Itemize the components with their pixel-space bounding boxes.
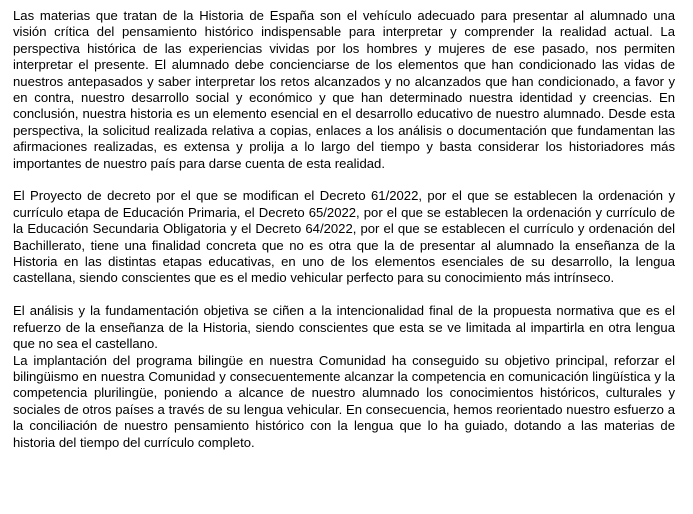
paragraph-proyecto-decreto: El Proyecto de decreto por el que se modifican el Decreto 61/2022, por el que se establecen la ordenación y currículo etapa de Educación Primaria, el Decreto 65/2022, por el que se establecen la ordenación y currículo de la Educación Secundaria Obligatoria y el Decreto 64/2022, por el que se establecen el currículo y ordenación del Bachillerato, tiene una finalidad concreta que no es otra que la de presentar al alumnado la enseñanza de la Historia en las distintas etapas educativas, en uno de los elementos esenciales de su desarrollo, la lengua castellana, siendo conscientes que es el medio vehicular perfecto para su conocimiento más intrínseco.: [13, 188, 675, 286]
paragraph-spacer: [13, 287, 675, 303]
paragraph-spacer: [13, 172, 675, 188]
paragraph-programa-bilingue: La implantación del programa bilingüe en nuestra Comunidad ha conseguido su objetivo principal, reforzar el bilingüismo en nuestra Comunidad y consecuentemente alcanzar la competencia en comunicación lingüística y la competencia plurilingüe, poniendo a alcance de nuestro alumnado los conocimientos históricos, culturales y sociales de otros países a través de su lengua vehicular. En consecuencia, hemos reorientado nuestro esfuerzo a la conciliación de nuestro pensamiento histórico con la lengua que lo ha guiado, dotando a las materias de historia del tiempo del currículo completo.: [13, 352, 675, 450]
paragraph-analisis-fundamentacion: El análisis y la fundamentación objetiva se ciñen a la intencionalidad final de la propuesta normativa que es el refuerzo de la enseñanza de la Historia, siendo conscientes que esta se ve limitada al impartirla en otra lengua que no sea el castellano.: [13, 303, 675, 352]
paragraph-historia-espana: Las materias que tratan de la Historia de España son el vehículo adecuado para presentar al alumnado una visión crítica del pensamiento histórico indispensable para interpretar y comprender la realidad actual. La perspectiva histórica de las experiencias vividas por los hombres y mujeres de ese pasado, nos permiten interpretar el presente. El alumnado debe concienciarse de los elementos que han condicionado las vidas de nuestros antepasados y saber interpretar los retos alcanzados y no alcanzados que han condicionado, a favor y en contra, nuestro desarrollo social y económico y que han determinado nuestra identidad y creencias. En conclusión, nuestra historia es un elemento esencial en el desarrollo educativo de nuestro alumnado. Desde esta perspectiva, la solicitud realizada relativa a copias, enlaces a los análisis o documentación que fundamentan las afirmaciones realizadas, es extensa y prolija a lo largo del tiempo y basta considerar los historiadores más importantes de nuestro país para darse cuenta de esta realidad.: [13, 8, 675, 171]
document-body: [13, 8, 675, 451]
